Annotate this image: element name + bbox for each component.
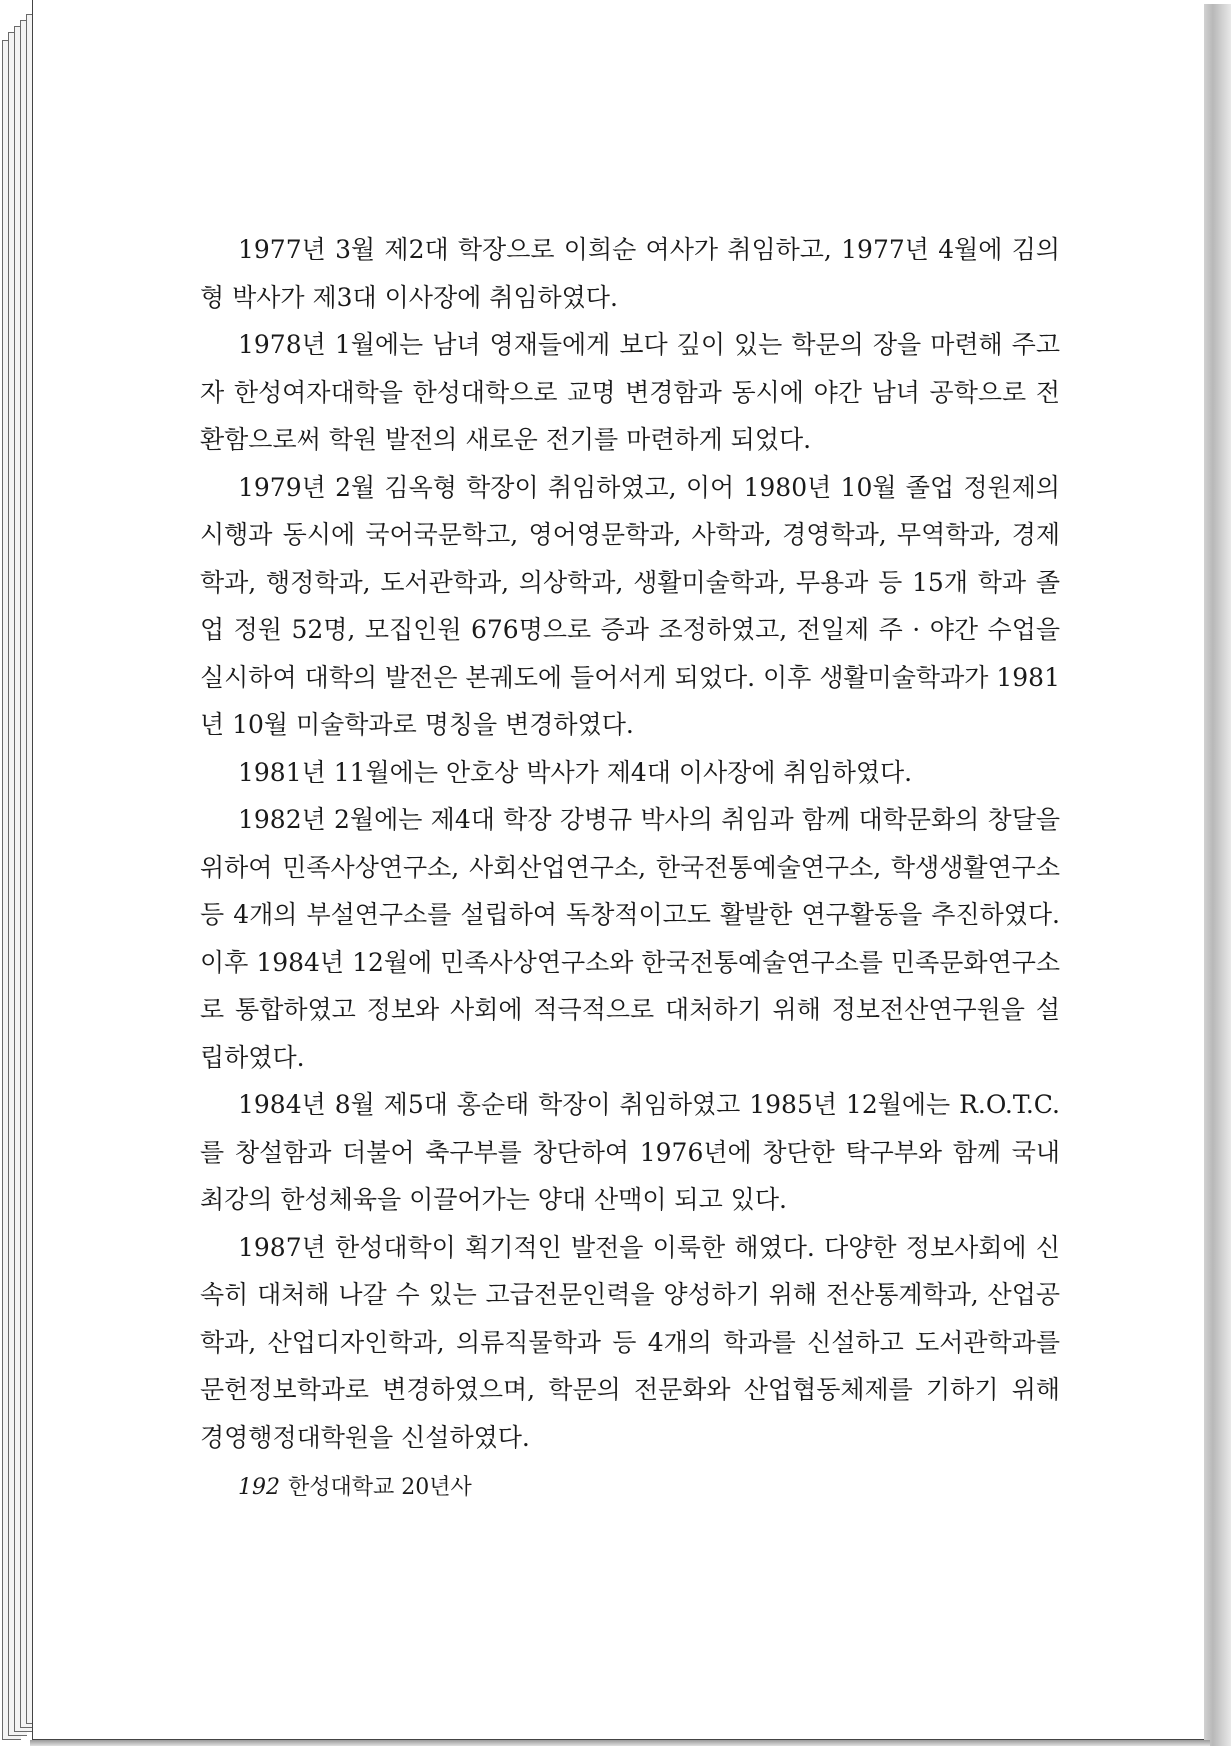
page-bottom-shadow [30, 1740, 1210, 1746]
paragraph: 1979년 2월 김옥형 학장이 취임하였고, 이어 1980년 10월 졸업 정원제의 시행과 동시에 국어국문학고, 영어영문학과, 사학과, 경영학과, 무역학과, 경제학과, 행정학과, 도서관학과, 의상학과, 생활미술학과, 무용과 등 15개 학과 졸업 정원 52명, 모집인원 676명으로 증과 조정하였고, 전일제 주 · 야간 수업을 실시하여 대학의 발전은 본궤도에 들어서게 되었다. 이후 생활미술학과가 1981년 10월 미술학과로 명칭을 변경하였다. [200, 472, 1060, 739]
paragraph: 1984년 8월 제5대 홍순태 학장이 취임하였고 1985년 12월에는 R.O.T.C. 를 창설함과 더불어 축구부를 창단하여 1976년에 창단한 탁구부와 함께 국내 최강의 한성체육을 이끌어가는 양대 산맥이 되고 있다. [200, 1090, 1060, 1214]
paragraph: 1977년 3월 제2대 학장으로 이희순 여사가 취임하고, 1977년 4월에 김의형 박사가 제3대 이사장에 취임하였다. [200, 235, 1060, 312]
paragraph: 1981년 11월에는 안호상 박사가 제4대 이사장에 취임하였다. [238, 757, 913, 787]
page-right-shadow [1203, 4, 1231, 1746]
paragraph: 1987년 한성대학이 획기적인 발전을 이룩한 해였다. 다양한 정보사회에 신속히 대처해 나갈 수 있는 고급전문인력을 양성하기 위해 전산통계학과, 산업공학과, 산업디자인학과, 의류직물학과 등 4개의 학과를 신설하고 도서관학과를 문헌정보학과로 변경하였으며, 학문의 전문화와 산업협동체제를 기하기 위해 경영행정대학원을 신설하였다. [200, 1232, 1060, 1452]
paragraph: 1978년 1월에는 남녀 영재들에게 보다 깊이 있는 학문의 장을 마련해 주고자 한성여자대학을 한성대학으로 교명 변경함과 동시에 야간 남녀 공학으로 전환함으로써 학원 발전의 새로운 전기를 마련하게 되었다. [200, 330, 1060, 454]
running-title: 한성대학교 20년사 [288, 1475, 472, 1500]
page-number: 192 [238, 1475, 280, 1500]
page-footer [238, 1470, 472, 1501]
body-text [200, 226, 1060, 1461]
paragraph: 1982년 2월에는 제4대 학장 강병규 박사의 취임과 함께 대학문화의 창달을 위하여 민족사상연구소, 사회산업연구소, 한국전통예술연구소, 학생생활연구소 등 4개의 부설연구소를 설립하여 독창적이고도 활발한 연구활동을 추진하였다. 이후 1984년 12월에 민족사상연구소와 한국전통예술연구소를 민족문화연구소로 통합하였고 정보와 사회에 적극적으로 대처하기 위해 정보전산연구원을 설립하였다. [200, 805, 1060, 1072]
